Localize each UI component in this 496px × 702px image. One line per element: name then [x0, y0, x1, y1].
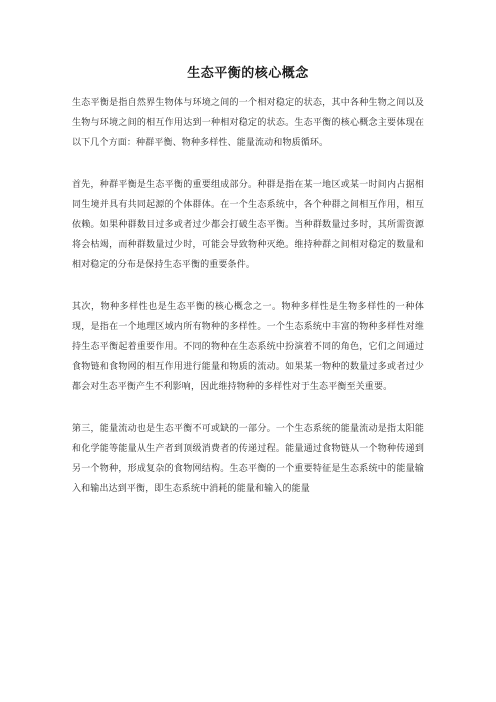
- paragraph-species-diversity: 其次，物种多样性也是生态平衡的核心概念之一。物种多样性是生物多样性的一种体现，是指在一个地理区域内所有物种的多样性。一个生态系统中丰富的物种多样性对维持生态平衡起着重要作用。不同的物种在生态系统中扮演着不同的角色，它们之间通过食物链和食物网的相互作用进行能量和物质的流动。如果某一物种的数量过多或者过少都会对生态平衡产生不利影响，因此维持物种的多样性对于生态平衡至关重要。: [72, 302, 424, 392]
- paragraph-population-balance: 首先，种群平衡是生态平衡的重要组成部分。种群是指在某一地区或某一时间内占据相同生境并具有共同起源的个体群体。在一个生态系统中，各个种群之间相互作用，相互依赖。如果种群数目过多或者过少都会打破生态平衡。当种群数量过多时，其所需资源将会枯竭，而种群数量过少时，可能会导致物种灭绝。维持种群之间相对稳定的数量和相对稳定的分布是保持生态平衡的重要条件。: [72, 180, 424, 270]
- document-title: 生态平衡的核心概念: [187, 66, 309, 81]
- paragraph-intro: 生态平衡是指自然界生物体与环境之间的一个相对稳定的状态，其中各种生物之间以及生物与环境之间的相互作用达到一种相对稳定的状态。生态平衡的核心概念主要体现在以下几个方面：种群平衡、物种多样性、能量流动和物质循环。: [72, 98, 424, 148]
- paragraph-energy-flow: 第三，能量流动也是生态平衡不可或缺的一部分。一个生态系统的能量流动是指太阳能和化学能等能量从生产者到顶级消费者的传递过程。能量通过食物链从一个物种传递到另一个物种，形成复杂的食物网结构。生态平衡的一个重要特征是生态系统中的能量输入和输出达到平衡，即生态系统中消耗的能量和输入的能量: [72, 424, 424, 494]
